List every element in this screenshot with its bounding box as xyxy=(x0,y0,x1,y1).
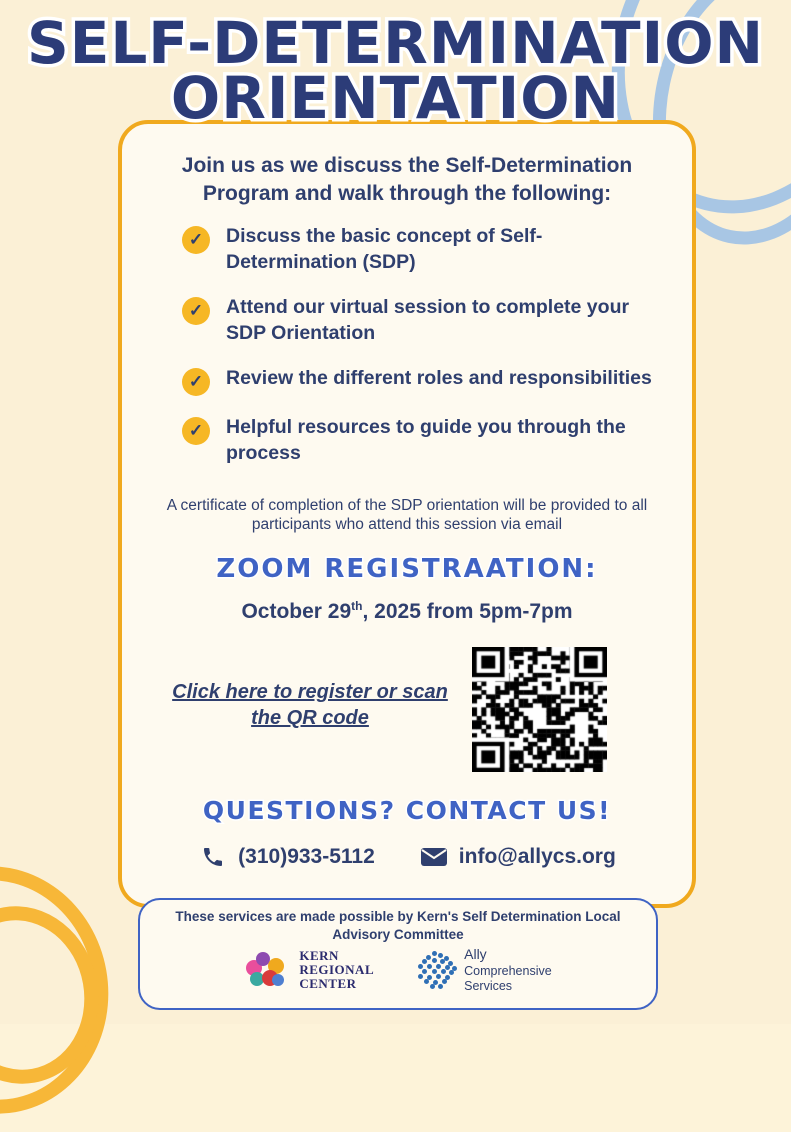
list-item-label: Helpful resources to guide you through the process xyxy=(226,415,626,464)
check-icon: ✓ xyxy=(182,297,210,325)
list-item-label: Discuss the basic concept of Self-Determination (SDP) xyxy=(226,225,543,273)
list-item-label: Attend our virtual session to complete your SDP Orientation xyxy=(226,295,630,344)
ally-logo-text xyxy=(464,946,552,995)
qr-code[interactable] xyxy=(472,647,607,772)
title-line-2: ORIENTATION xyxy=(170,64,621,133)
ally-comprehensive-services-logo xyxy=(414,946,552,995)
kern-logo-line-2: REGIONAL xyxy=(299,962,375,978)
kern-logo-line-3: CENTER xyxy=(299,976,357,992)
email-contact[interactable] xyxy=(419,842,616,872)
kern-regional-center-logo xyxy=(244,948,374,992)
zoom-date-ordinal: th xyxy=(351,599,363,613)
bullet-list xyxy=(182,224,662,486)
footer-logos xyxy=(140,946,656,995)
check-icon: ✓ xyxy=(182,368,210,396)
zoom-date-suffix: , 2025 from 5pm-7pm xyxy=(362,600,573,623)
main-card xyxy=(118,120,696,908)
ally-logo-line-3: Services xyxy=(464,979,513,994)
intro-text: Join us as we discuss the Self-Determination Program and walk through the following: xyxy=(181,154,633,205)
check-icon: ✓ xyxy=(182,226,210,254)
footer-note: These services are made possible by Kern's Self Determination Local Advisory Committee xyxy=(175,909,621,942)
phone-icon xyxy=(198,842,228,872)
kern-logo-line-1: KERN xyxy=(299,948,339,964)
ally-logo-line-2: Comprehensive xyxy=(464,963,552,978)
kern-logo-text xyxy=(299,949,374,991)
list-item xyxy=(182,295,662,347)
poster-title xyxy=(0,9,791,133)
ally-logo-mark xyxy=(414,949,456,991)
envelope-icon xyxy=(419,842,449,872)
email-address: info@allycs.org xyxy=(458,845,616,868)
phone-contact[interactable] xyxy=(198,842,375,872)
contact-row xyxy=(122,842,692,872)
phone-number: (310)933-5112 xyxy=(238,845,375,868)
questions-heading: QUESTIONS? CONTACT US! xyxy=(202,796,612,825)
list-item xyxy=(182,415,662,467)
list-item-label: Review the different roles and responsibilities xyxy=(226,366,652,389)
title-line-1: SELF-DETERMINATION xyxy=(26,9,765,77)
zoom-date-prefix: October 29 xyxy=(241,600,352,623)
certificate-note: A certificate of completion of the SDP orientation will be provided to all participants who attend this session via email xyxy=(166,497,648,534)
zoom-registration-heading: ZOOM REGISTRAATION: xyxy=(216,554,598,584)
ally-logo-line-1: Ally xyxy=(464,946,487,962)
list-item xyxy=(182,224,662,276)
list-item xyxy=(182,366,662,396)
zoom-date xyxy=(122,599,692,624)
check-icon: ✓ xyxy=(182,417,210,445)
footer-card xyxy=(138,898,658,1010)
kern-logo-mark xyxy=(244,948,292,992)
register-link[interactable]: Click here to register or scan the QR code xyxy=(172,681,448,729)
